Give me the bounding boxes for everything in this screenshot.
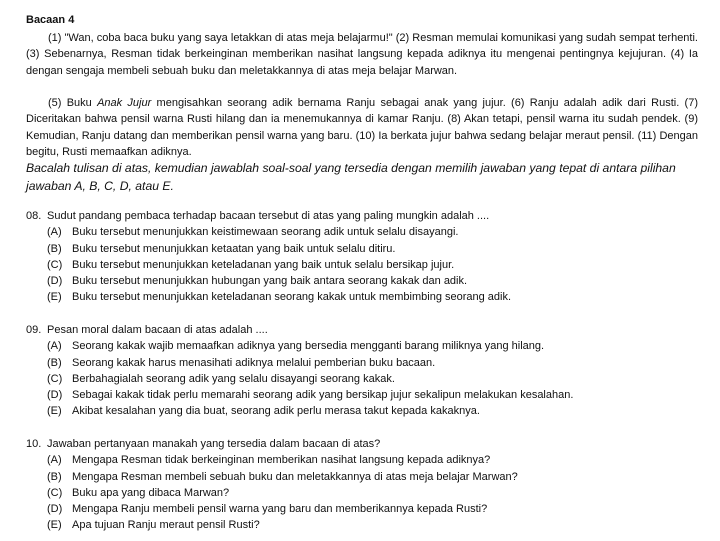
option-letter: (B) (47, 356, 62, 369)
option-letter: (E) (47, 405, 62, 418)
option-c[interactable] (26, 371, 716, 387)
option-text: Buku tersebut menunjukkan keistimewaan seorang adik untuk selalu disayangi. (72, 226, 459, 239)
option-a[interactable] (26, 338, 716, 354)
option-letter: (E) (47, 519, 62, 532)
instruction: Bacalah tulisan di atas, kemudian jawablah soal-soal yang tersedia dengan memilih jawaban yang tepat di antara pilihan jawaban A, B, C, D, atau E. (26, 161, 676, 193)
option-letter: (B) (47, 470, 62, 483)
option-d[interactable] (26, 273, 716, 289)
question-09 (26, 322, 716, 420)
option-text: Akibat kesalahan yang dia buat, seorang adik perlu merasa takut kepada kakaknya. (72, 405, 480, 418)
paragraph-2-text-start: (5) Buku (48, 97, 98, 109)
option-text: Buku tersebut menunjukkan keteladanan seorang kakak untuk membimbing seorang adik. (72, 291, 512, 304)
option-a[interactable] (26, 224, 716, 240)
question-stem (26, 436, 716, 452)
book-title: Anak Jujur (97, 97, 152, 109)
question-text: Jawaban pertanyaan manakah yang tersedia dalam bacaan di atas? (47, 438, 381, 450)
option-b[interactable] (26, 241, 716, 257)
option-b[interactable] (26, 355, 716, 371)
option-letter: (D) (47, 275, 63, 288)
option-e[interactable] (26, 289, 716, 305)
option-letter: (D) (47, 503, 63, 516)
option-letter: (B) (47, 242, 62, 255)
question-08 (26, 208, 716, 306)
option-text: Mengapa Resman tidak berkeinginan memberikan nasihat langsung kepada adiknya? (72, 454, 491, 467)
option-text: Buku tersebut menunjukkan ketaatan yang baik untuk selalu ditiru. (72, 242, 396, 255)
option-e[interactable] (26, 403, 716, 419)
option-e[interactable] (26, 517, 716, 533)
option-d[interactable] (26, 387, 716, 403)
option-text: Seorang kakak wajib memaafkan adiknya yang bersedia mengganti barang miliknya yang hilang. (72, 340, 545, 353)
option-letter: (A) (47, 340, 62, 353)
paragraph-1-text: (1) "Wan, coba baca buku yang saya letakkan di atas meja belajarmu!" (2) Resman memulai komunikasi yang sudah sempat terhenti. (3) Sebenarnya, Resman tidak berkeinginan memberikan nasihat langsung kepada adiknya itu mengenai pentingnya kejujuran. (4) Ia dengan sengaja membeli sebuah buku dan meletakkannya di atas meja belajar Marwan. (26, 32, 698, 77)
question-number: 08. (26, 210, 42, 222)
question-text: Sudut pandang pembaca terhadap bacaan tersebut di atas yang paling mungkin adalah .... (47, 210, 490, 222)
option-text: Berbahagialah seorang adik yang selalu disayangi seorang kakak. (72, 372, 395, 385)
option-letter: (E) (47, 291, 62, 304)
question-stem (26, 322, 716, 338)
option-c[interactable] (26, 257, 716, 273)
option-text: Buku apa yang dibaca Marwan? (72, 486, 230, 499)
option-text: Seorang kakak harus menasihati adiknya melalui pemberian buku bacaan. (72, 356, 436, 369)
option-text: Apa tujuan Ranju meraut pensil Rusti? (72, 519, 260, 532)
reading-paragraph-2 (26, 95, 698, 160)
option-letter: (C) (47, 258, 63, 271)
paragraph-2-text-end: mengisahkan seorang adik bernama Ranju sebagai anak yang jujur. (6) Ranju adalah adik dari Rusti. (7) Diceritakan bahwa pensil warna Rusti hilang dan ia menemukannya di kamar Ranju. (8) Akan tetapi, pensil warna itu sudah pendek. (9) Kemudian, Ranju datang dan memberikan pensil warna yang baru. (10) Ia berkata jujur bahwa sedang belajar meraut pensil. (11) Dengan begitu, Rusti memaafkan adiknya. (26, 97, 698, 158)
option-letter: (A) (47, 226, 62, 239)
question-text: Pesan moral dalam bacaan di atas adalah .... (47, 324, 268, 336)
option-letter: (C) (47, 372, 63, 385)
option-text: Buku tersebut menunjukkan hubungan yang baik antara seorang kakak dan adik. (72, 275, 468, 288)
option-letter: (A) (47, 454, 62, 467)
option-text: Sebagai kakak tidak perlu memarahi seorang adik yang bersikap jujur sekalipun melakukan kesalahan. (72, 389, 574, 402)
option-letter: (C) (47, 486, 63, 499)
question-10 (26, 436, 716, 534)
question-number: 09. (26, 324, 42, 336)
question-number: 10. (26, 438, 42, 450)
option-text: Mengapa Resman membeli sebuah buku dan meletakkannya di atas meja belajar Marwan? (72, 470, 518, 483)
option-a[interactable] (26, 452, 716, 468)
option-text: Mengapa Ranju membeli pensil warna yang baru dan memberikannya kepada Rusti? (72, 503, 488, 516)
reading-paragraph-1 (26, 30, 698, 79)
option-letter: (D) (47, 389, 63, 402)
option-text: Buku tersebut menunjukkan keteladanan yang baik untuk selalu bersikap jujur. (72, 258, 455, 271)
question-stem (26, 208, 716, 224)
option-c[interactable] (26, 485, 716, 501)
reading-title: Bacaan 4 (26, 14, 75, 26)
option-b[interactable] (26, 469, 716, 485)
option-d[interactable] (26, 501, 716, 517)
